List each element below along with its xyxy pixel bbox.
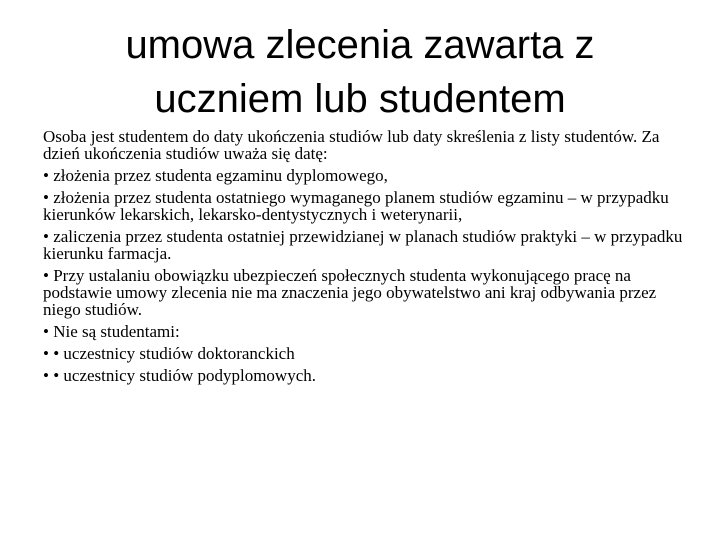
bullet-insurance: • Przy ustalaniu obowiązku ubezpieczeń społecznych studenta wykonującego pracę na podstawie umowy zlecenia nie ma znaczenia jego obywatelstwo ani kraj odbywania przez niego studiów. [43,266,657,319]
bullet-last-exam: • złożenia przez studenta ostatniego wymaganego planem studiów egzaminu – w przypadku kierunków lekarskich, lekarsko-dentystycznych i weterynarii, [43,188,669,224]
paragraph-intro: Osoba jest studentem do daty ukończenia studiów lub daty skreślenia z listy studentów. Za dzień ukończenia studiów uważa się datę: [43,127,660,163]
bullet-doctoral: • • uczestnicy studiów doktoranckich [43,344,295,363]
slide-title [60,18,660,126]
slide-body [43,128,683,389]
bullet-postgraduate: • • uczestnicy studiów podyplomowych. [43,366,317,385]
bullet-exam-diploma: • złożenia przez studenta egzaminu dyplomowego, [43,166,388,185]
bullet-not-students: • Nie są studentami: [43,322,180,341]
slide-title-line-2: uczniem lub studentem [154,77,566,121]
bullet-internship: • zaliczenia przez studenta ostatniej przewidzianej w planach studiów praktyki – w przypadku kierunku farmacja. [43,227,683,263]
slide-title-line-1: umowa zlecenia zawarta z [125,23,595,67]
